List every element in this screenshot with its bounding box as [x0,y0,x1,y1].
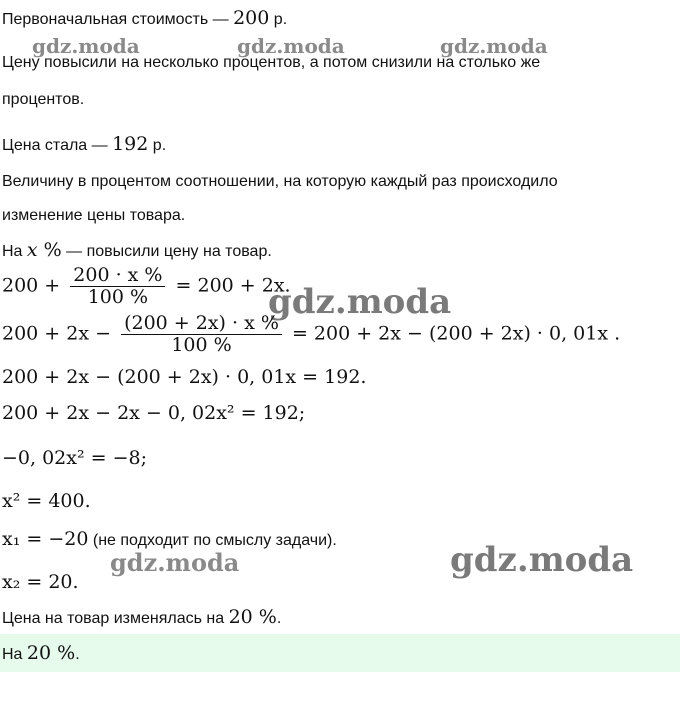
line-text: Первоначальная стоимость — [2,11,234,28]
variable-definition-line [2,240,272,262]
answer-line [2,643,80,665]
line-tail: . [276,610,282,627]
answer-box [0,634,680,672]
math-value: x₁ = −20 [2,528,89,550]
denominator: 100 % [171,334,232,356]
numerator: 200 · x % [70,265,165,287]
watermark: gdz.moda [110,548,240,577]
new-price-line [2,134,166,156]
line-tail: р. [148,137,167,154]
watermark: gdz.moda [237,34,345,58]
math-value: 20 % [228,606,277,628]
math-value: 200 [233,7,270,29]
percent-line: процентов. [2,91,85,108]
initial-cost-line [2,8,287,30]
fraction [70,265,165,308]
line-text: Цена на товар изменялась на [2,610,229,627]
math-percent: % [37,239,62,261]
eq-left: 200 + 2x − [2,322,112,345]
watermark: gdz.moda [440,34,548,58]
line-text: Цена стала — [2,137,113,154]
equation-4: 200 + 2x − 2x − 0, 02x² = 192; [2,402,306,424]
eq-right: = 200 + 2x − (200 + 2x) · 0, 01x . [291,322,621,345]
price-change-line: Цену повысили на несколько процентов, а потом снизили на столько же [2,54,541,71]
line-text: — повысили цену на товар. [61,243,272,260]
question-line-2: изменение цены товара. [2,207,186,224]
math-var: x [26,239,38,261]
equation-5: −0, 02x² = −8; [2,447,148,469]
denominator: 100 % [87,286,149,308]
watermark: gdz.moda [268,282,452,322]
numerator: (200 + 2x) · x % [121,313,282,335]
conclusion-line [2,607,281,629]
watermark: gdz.moda [32,34,140,58]
eq-right: = 200 + 2x. [175,274,291,297]
equation-2 [2,313,620,356]
answer-tail: . [75,646,80,663]
question-line-1: Величину в процентом соотношении, на которую каждый раз происходило [2,173,558,190]
watermark: gdz.moda [450,540,634,580]
line-pre: На [2,243,27,260]
equation-8: x₂ = 20. [2,571,79,593]
equation-3: 200 + 2x − (200 + 2x) · 0, 01x = 192. [2,366,367,388]
fraction [121,313,282,356]
line-tail: р. [269,11,288,28]
math-value: 192 [112,133,149,155]
remark: (не подходит по смыслу задачи). [88,532,337,549]
equation-6: x² = 400. [2,490,91,512]
answer-pre: На [2,646,27,663]
equation-1 [2,265,291,308]
eq-left: 200 + [2,274,61,297]
answer-value: 20 % [26,642,76,664]
